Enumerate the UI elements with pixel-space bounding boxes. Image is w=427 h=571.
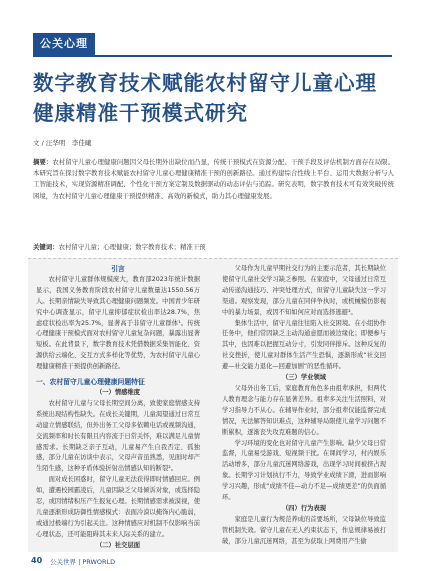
abstract-label: 摘要：: [33, 158, 53, 166]
keywords-label: 关键词：: [33, 243, 59, 251]
abstract-text: 农村留守儿童心理健康问题因父母长期外出缺位而凸显，传统干预模式在资源分配、干预手段及评估机制方面存在局限。本研究旨在探讨数字教育技术赋能农村留守儿童心理健康精准干预的创新路径。通过构建综合性线上平台、运用大数据分析与人工智能技术，实现资源精准调配、个性化干预方案定制及数据驱动的动态评估与追踪。研究表明，数字教育技术可有效突破传统困境，为农村留守儿童心理健康干预提供精准、高效的新模式，助力其心理健康发展。: [33, 158, 394, 200]
publication-name: 公关世界 | PRWORLD: [50, 558, 116, 566]
paragraph: 集体生活中，留守儿童往往陷入社交困境。在小组协作任务中，他们常因缺乏主动沟通意愿而被边缘化；即便参与其中，也因难以把握互动分寸，引发同伴排斥。这种反复的社交挫折，使儿童对群体生活产生恐惧，逐渐形成“社交回避—社交能力退化—回避加剧”的恶性循环。: [222, 319, 386, 371]
page-number: 40: [31, 556, 43, 565]
article-title: [33, 68, 393, 128]
paragraph: 农村留守儿童与父母长期空间分离，致使家庭情感支持系统出现结构性缺失。在成长关键期，儿童渴望通过日常互动建立情感联结，但外出务工父母多依赖电话或视频沟通，交流频率和时长有限且内容流于日常关怀，难以满足儿童情感需求。长期缺乏亲子互动，儿童易产生自我否定、孤独感，部分儿童在访谈中表示，父母声音虽熟悉，见面时却产生陌生感，这种矛盾体验折射出情感认知的断裂²。: [36, 399, 200, 473]
subsection-heading: （三）学业领域: [281, 374, 327, 382]
paragraph: 家庭是儿童行为规范养成的首要场所，父母缺位导致监管机制失效。留守儿童在无人约束状态下，作息规律易被打破，部分儿童沉迷网络，甚至为获取上网费用产生偷: [222, 515, 386, 545]
paragraph: 学习环境的变化也对留守儿童产生影响。缺少父母日常监督，儿童易受游戏、短视频干扰。在课间学习，村内娱乐活动增多，部分儿童沉迷网络游戏，出现学习时间被挤占现象。长期学习计划执行不力，导致学业成绩下滑，进而影响学习兴趣，形成“成绩不佳—动力不足—成绩更差”的负面循环。: [222, 439, 386, 502]
keywords: [33, 242, 394, 253]
paragraph: 父母外出务工后，家庭教育角色多由祖辈承担，但两代人教育理念与能力存在显著差异。祖辈多关注生活照料，对学习指导力不从心。在辅导作业时，部分祖辈仅能监督完成情况，无法解答知识难点，这种辅导局限使儿童学习问题不断累积，逐渐丧失攻克难题的信心。: [222, 384, 386, 436]
keywords-text: 农村留守儿童；心理健康；数字教育技术；精准干预: [58, 243, 206, 251]
subsection-heading: （四）行为表现: [281, 504, 327, 512]
title-line-2: 健康精准干预模式研究: [33, 101, 248, 125]
section-tag: 公关心理: [33, 33, 95, 55]
title-line-1: 数字教育技术赋能农村留守儿童心理: [33, 71, 377, 95]
byline: 文 / 汪华明 李佳曦: [33, 139, 92, 147]
section-heading: 一、农村留守儿童心理健康问题特征: [36, 378, 145, 387]
subsection-heading: （一）情感维度: [95, 388, 141, 396]
right-column: [222, 264, 386, 548]
paragraph: 面对成长困惑时，留守儿童无法获得即时情感回应。例如，遭遇校园霸凌后，儿童因缺乏父母倾诉对象，或选择隐忍，或因情绪积压产生报复心理。长期情感需求被漠视，使儿童逐渐形成防御性情感模式：表面冷漠以掩饰内心脆弱，或通过极端行为引起关注。这种情感应对机制不仅影响当前心理状态，还可能阻碍其未来人际关系的建立。: [36, 476, 200, 538]
paragraph: 农村留守儿童群体规模庞大，教育部2023年统计数据显示，我国义务教育阶段农村留守儿童数量达1550.56万人。长期亲情缺失导致其心理健康问题频发。中国青少年研究中心调查显示，留守儿童抑郁症状检出率达28.7%，焦虑症状检出率为25.7%，显著高于非留守儿童群体¹。传统心理健康干预模式面对农村留守儿童复杂问题，暴露出显著短板。在此背景下，数字教育技术凭借数据采集智能化、资源供给云端化、交互方式多样化等优势，为农村留守儿童心理健康精准干预提供创新路径。: [36, 275, 200, 371]
left-column: [36, 264, 200, 552]
paragraph: 父母作为儿童早期社交行为的主要示范者，其长期缺位使留守儿童社交学习缺乏参照。在家庭中，父母通过日常互动传递沟通技巧、冲突处理方式，但留守儿童缺失这一学习渠道。观察发现，部分儿童在同伴争执时，或机械模仿影视中的暴力场景，或因不知如何应对而选择逃避³。: [222, 265, 386, 316]
subsection-heading: （二）社交层面: [95, 541, 141, 549]
section-heading: 引言: [111, 265, 125, 273]
section-rule: [33, 55, 392, 57]
abstract: [33, 157, 394, 202]
